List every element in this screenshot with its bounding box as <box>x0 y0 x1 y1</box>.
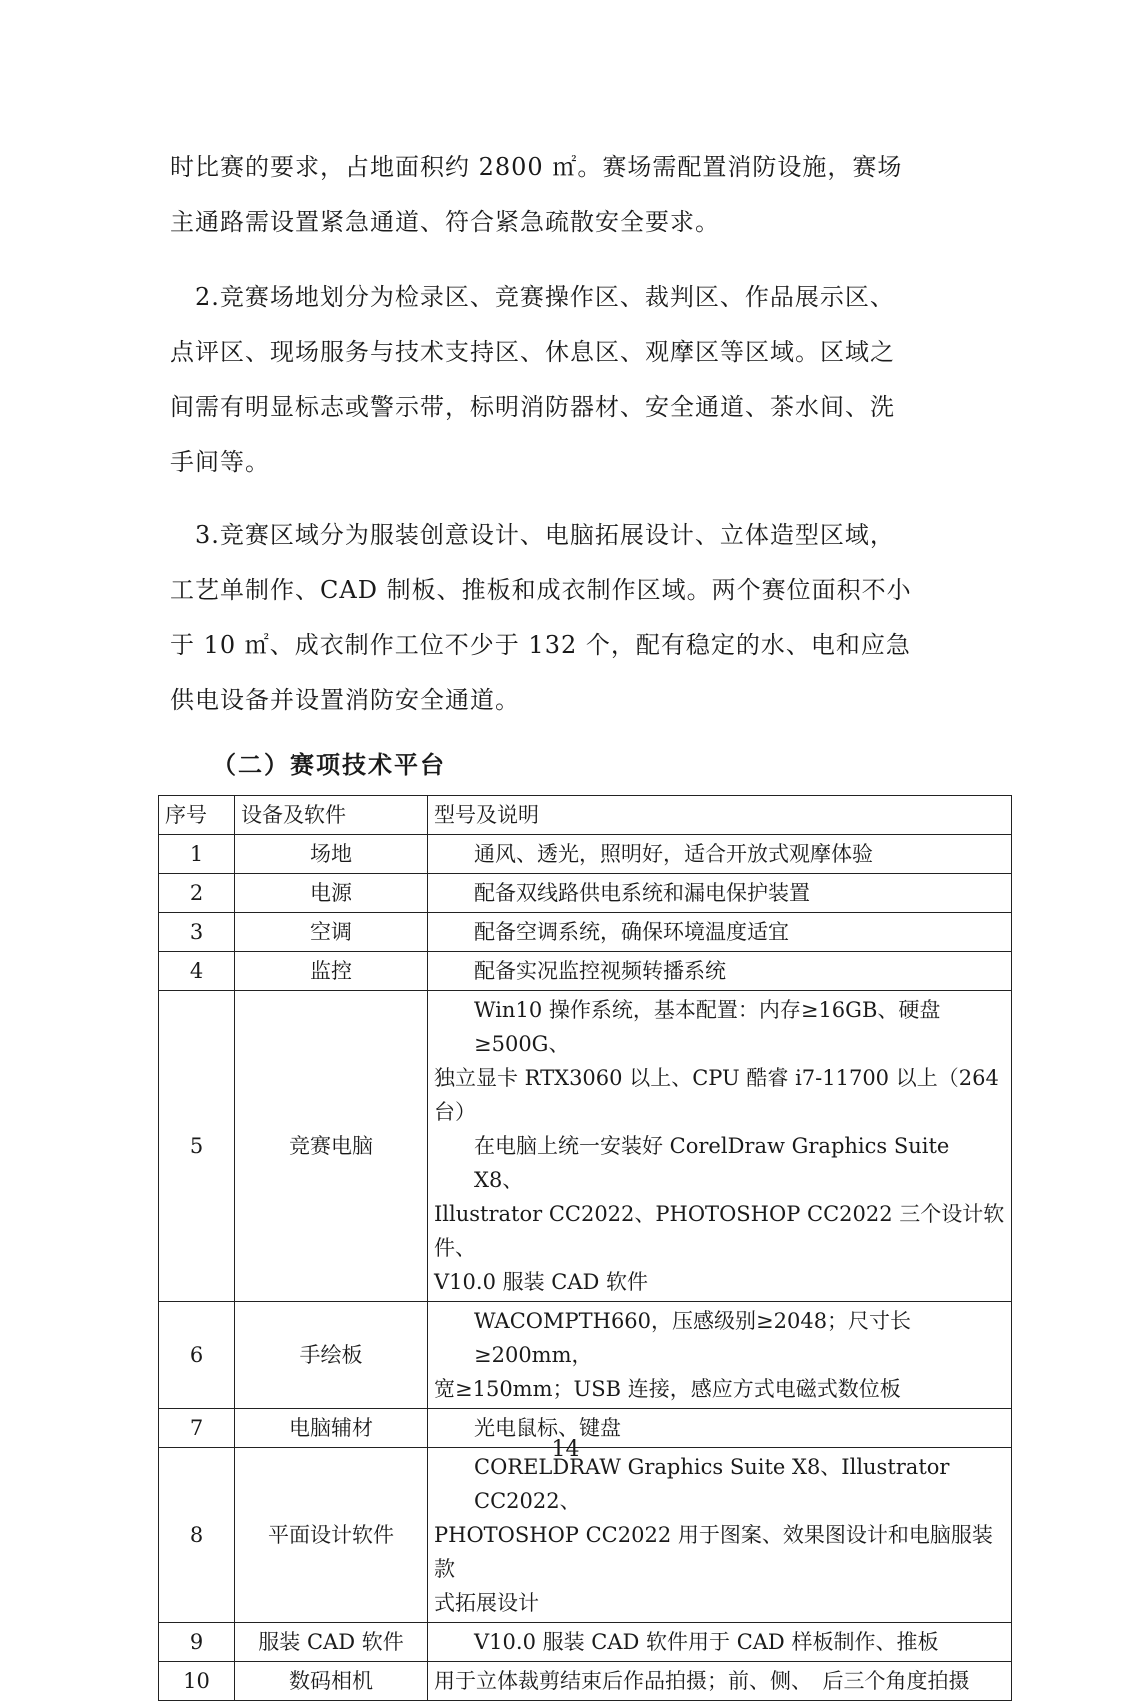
header-no: 序号 <box>159 796 235 835</box>
description-line: CORELDRAW Graphics Suite X8、Illustrator CC2022、 <box>474 1455 950 1513</box>
description-line: V10.0 服装 CAD 软件用于 CAD 样板制作、推板 <box>474 1630 939 1654</box>
paragraph-3 <box>170 508 930 728</box>
row-device: 竞赛电脑 <box>235 991 428 1302</box>
table-row <box>159 952 1012 991</box>
description-line: 光电鼠标、键盘 <box>474 1416 621 1440</box>
row-no: 8 <box>159 1448 235 1623</box>
tech-platform-table <box>158 795 1012 1701</box>
paragraph-line: 2.竞赛场地划分为检录区、竞赛操作区、裁判区、作品展示区、 <box>170 283 895 311</box>
description-line: 宽≥150mm；USB 连接，感应方式电磁式数位板 <box>434 1377 901 1401</box>
description-line: 独立显卡 RTX3060 以上、CPU 酷睿 i7-11700 以上（264 台） <box>434 1066 999 1124</box>
paragraph-line: 时比赛的要求，占地面积约 2800 ㎡。赛场需配置消防设施，赛场 <box>170 153 903 181</box>
description-line: 配备空调系统，确保环境温度适宜 <box>474 920 789 944</box>
row-description <box>428 1662 1012 1701</box>
description-line: 在电脑上统一安装好 CorelDraw Graphics Suite X8、 <box>474 1134 950 1192</box>
row-description <box>428 835 1012 874</box>
table-row <box>159 835 1012 874</box>
description-line: 通风、透光，照明好，适合开放式观摩体验 <box>474 842 873 866</box>
description-line: Win10 操作系统，基本配置：内存≥16GB、硬盘≥500G、 <box>474 998 941 1056</box>
description-line: Illustrator CC2022、PHOTOSHOP CC2022 三个设计软件、 <box>434 1202 1005 1260</box>
paragraph-line: 供电设备并设置消防安全通道。 <box>170 686 520 714</box>
row-device: 电脑辅材 <box>235 1409 428 1448</box>
row-device: 手绘板 <box>235 1302 428 1409</box>
description-line: 配备双线路供电系统和漏电保护装置 <box>474 881 810 905</box>
row-no: 9 <box>159 1623 235 1662</box>
row-device: 空调 <box>235 913 428 952</box>
table-row <box>159 1623 1012 1662</box>
row-no: 1 <box>159 835 235 874</box>
row-device: 监控 <box>235 952 428 991</box>
row-description <box>428 952 1012 991</box>
row-device: 数码相机 <box>235 1662 428 1701</box>
row-description <box>428 991 1012 1302</box>
row-description <box>428 1623 1012 1662</box>
row-device: 场地 <box>235 835 428 874</box>
description-line: 配备实况监控视频转播系统 <box>474 959 726 983</box>
row-no: 6 <box>159 1302 235 1409</box>
description-line: PHOTOSHOP CC2022 用于图案、效果图设计和电脑服装款 <box>434 1523 993 1581</box>
row-description <box>428 913 1012 952</box>
description-line: 式拓展设计 <box>434 1591 539 1615</box>
paragraph-line: 工艺单制作、CAD 制板、推板和成衣制作区域。两个赛位面积不小 <box>170 576 912 604</box>
table-row <box>159 1662 1012 1701</box>
paragraph-line: 点评区、现场服务与技术支持区、休息区、观摩区等区域。区域之 <box>170 338 895 366</box>
paragraph-line: 于 10 ㎡、成衣制作工位不少于 132 个，配有稳定的水、电和应急 <box>170 631 911 659</box>
row-device: 电源 <box>235 874 428 913</box>
table-row <box>159 1302 1012 1409</box>
paragraph-line: 手间等。 <box>170 448 270 476</box>
table-header-row <box>159 796 1012 835</box>
row-no: 4 <box>159 952 235 991</box>
header-device: 设备及软件 <box>235 796 428 835</box>
section-heading: （二）赛项技术平台 <box>212 750 446 779</box>
row-no: 2 <box>159 874 235 913</box>
description-line: WACOMPTH660，压感级别≥2048；尺寸长≥200mm， <box>474 1309 912 1367</box>
row-no: 5 <box>159 991 235 1302</box>
table-row <box>159 1448 1012 1623</box>
row-description <box>428 1448 1012 1623</box>
paragraph-line: 主通路需设置紧急通道、符合紧急疏散安全要求。 <box>170 208 720 236</box>
row-no: 7 <box>159 1409 235 1448</box>
row-no: 10 <box>159 1662 235 1701</box>
paragraph-line: 间需有明显标志或警示带，标明消防器材、安全通道、茶水间、洗 <box>170 393 895 421</box>
header-description: 型号及说明 <box>428 796 1012 835</box>
table-row <box>159 913 1012 952</box>
table-row <box>159 874 1012 913</box>
paragraph-line: 3.竞赛区域分为服装创意设计、电脑拓展设计、立体造型区域， <box>170 521 895 549</box>
paragraph-2 <box>170 270 930 490</box>
row-no: 3 <box>159 913 235 952</box>
page-number: 14 <box>551 1437 580 1462</box>
table-row <box>159 991 1012 1302</box>
paragraph-1 <box>170 140 930 250</box>
description-line: V10.0 服装 CAD 软件 <box>434 1270 649 1294</box>
row-device: 服装 CAD 软件 <box>235 1623 428 1662</box>
row-device: 平面设计软件 <box>235 1448 428 1623</box>
row-description <box>428 1302 1012 1409</box>
row-description <box>428 874 1012 913</box>
description-line: 用于立体裁剪结束后作品拍摄；前、侧、 后三个角度拍摄 <box>434 1669 970 1693</box>
